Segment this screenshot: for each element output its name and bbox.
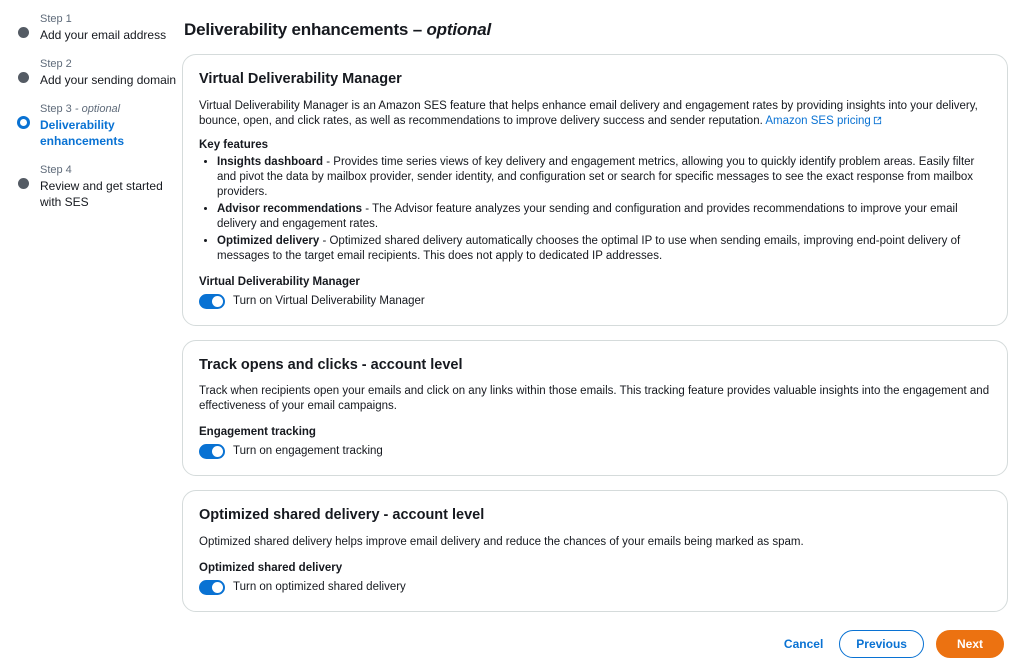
cancel-button[interactable]: Cancel: [780, 631, 827, 657]
engagement-tracking-toggle-label: Turn on engagement tracking: [233, 445, 383, 457]
optimized-shared-delivery-toggle-label: Turn on optimized shared delivery: [233, 580, 406, 593]
vdm-toggle-label: Turn on Virtual Deliverability Manager: [233, 294, 425, 307]
vdm-field-label: Virtual Deliverability Manager: [199, 275, 360, 288]
feature-text: - The Advisor feature analyzes your sending and configuration and provides recommendations to improve your email delivery and engagement rates.: [217, 202, 958, 230]
card-title: Track opens and clicks - account level: [199, 356, 463, 373]
step-marker-icon: [18, 27, 29, 38]
step-number: [40, 102, 182, 116]
step-label: Deliverability enhancements: [40, 118, 125, 148]
key-features-list: [199, 155, 991, 264]
feature-item: [217, 234, 991, 264]
page-title-text: Deliverability enhancements –: [184, 20, 427, 39]
feature-item: [217, 202, 991, 232]
step-number-text: Step 3: [40, 103, 72, 115]
optimized-shared-delivery-toggle[interactable]: [199, 580, 225, 595]
stepper-step-3[interactable]: [18, 102, 182, 149]
toggle-knob: [212, 296, 223, 307]
previous-button[interactable]: Previous: [839, 630, 924, 658]
step-number: Step 1: [40, 13, 72, 25]
card-description-text: Virtual Deliverability Manager is an Amazon SES feature that helps enhance email delivery and engagement rates by providing insights into your delivery, bounce, open, and click rates, as well as recommendations to improve delivery success and sender reputation.: [199, 99, 978, 127]
feature-item: [217, 155, 991, 200]
wizard-stepper: [0, 0, 182, 484]
optimized-shared-delivery-toggle-row: [199, 580, 991, 595]
card-title: Optimized shared delivery - account level: [199, 507, 485, 523]
feature-term: Insights dashboard: [217, 155, 324, 168]
step-marker-icon: [18, 72, 29, 83]
vdm-toggle-row: [199, 294, 991, 309]
main-content: [182, 0, 1024, 651]
card-description: Optimized shared delivery helps improve email delivery and reduce the chances of your emails being marked as spam.: [199, 535, 804, 548]
card-optimized-shared-delivery: [182, 490, 1008, 612]
key-features-heading: Key features: [199, 138, 269, 151]
external-link-icon: [873, 116, 882, 125]
wizard-actions: [182, 626, 1008, 668]
step-label: Review and get started with SES: [40, 179, 163, 209]
card-track-opens-and-clicks: [182, 340, 1008, 477]
engagement-tracking-field-label: Engagement tracking: [199, 426, 316, 438]
next-button[interactable]: Next: [936, 630, 1004, 658]
link-text: Amazon SES pricing: [765, 114, 871, 127]
page-title-optional: optional: [426, 20, 491, 39]
step-label: Add your email address: [40, 28, 167, 42]
feature-text: - Optimized shared delivery automatically chooses the optimal IP to use when sending emails, improving end-point delivery of messages to the target email recipients. This does not apply to dedicated IP addresses.: [217, 234, 961, 262]
feature-text: - Provides time series views of key delivery and engagement metrics, allowing you to quickly identify problem areas. Easily filter and pivot the data by mailbox provider, sender identity, and configuration set or search for specific messages to see the exact response from mailbox providers.: [217, 155, 975, 198]
step-number: Step 4: [40, 164, 72, 176]
stepper-step-4[interactable]: [18, 163, 182, 210]
amazon-ses-pricing-link[interactable]: [765, 115, 881, 127]
step-optional-text: - optional: [71, 103, 121, 115]
card-description: Track when recipients open your emails and click on any links within those emails. This tracking feature provides valuable insights into the engagement and effectiveness of your email campaigns.: [199, 385, 990, 412]
step-marker-current-icon: [17, 116, 30, 129]
toggle-knob: [212, 446, 223, 457]
engagement-tracking-toggle-row: [199, 444, 991, 459]
vdm-toggle[interactable]: [199, 294, 225, 309]
card-title: Virtual Deliverability Manager: [199, 71, 402, 87]
card-description: [199, 99, 991, 129]
step-number: Step 2: [40, 58, 72, 70]
step-label: Add your sending domain: [40, 73, 177, 87]
card-virtual-deliverability-manager: [182, 54, 1008, 326]
feature-term: Advisor recommendations: [217, 202, 363, 215]
engagement-tracking-toggle[interactable]: [199, 444, 225, 459]
toggle-knob: [212, 582, 223, 593]
feature-term: Optimized delivery: [217, 234, 320, 247]
step-marker-icon: [18, 178, 29, 189]
optimized-shared-delivery-field-label: Optimized shared delivery: [199, 561, 343, 574]
stepper-step-2[interactable]: [18, 57, 182, 88]
page-title: [184, 20, 1008, 40]
stepper-step-1[interactable]: [18, 12, 182, 43]
